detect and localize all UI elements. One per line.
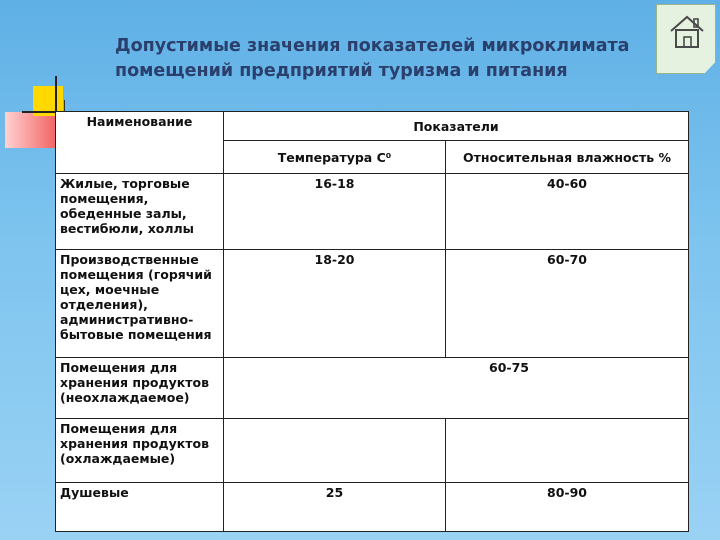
header-name: Наименование [56,112,224,174]
row-temperature: 18-20 [224,250,446,358]
slide-title-line-1: Допустимые значения показателей микроклимата [115,36,630,56]
row-humidity: 40-60 [446,174,689,250]
row-temperature: 16-18 [224,174,446,250]
slide-title-line-2: помещений предприятий туризма и питания [115,61,568,81]
home-button[interactable] [656,4,716,74]
row-name: Помещения для хранения продуктов (охлаждаемые) [56,419,224,483]
slide-title [115,34,655,84]
table-row [56,250,689,358]
row-humidity: 60-70 [446,250,689,358]
row-humidity [446,419,689,483]
table-header-row [56,112,689,141]
header-indicators: Показатели [224,112,689,141]
row-name: Жилые, торговые помещения, обеденные залы, вестибюли, холлы [56,174,224,250]
row-humidity: 80-90 [446,483,689,532]
microclimate-table [55,111,689,532]
table-row [56,483,689,532]
row-humidity: 60-75 [224,358,689,419]
row-temperature: 25 [224,483,446,532]
table-row [56,358,689,419]
row-temperature [224,419,446,483]
row-name: Помещения для хранения продуктов (неохлаждаемое) [56,358,224,419]
table-row [56,419,689,483]
row-name: Производственные помещения (горячий цех, моечные отделения), административно-бытовые помещения [56,250,224,358]
home-icon [667,11,707,51]
table-row [56,174,689,250]
header-temperature: Температура С⁰ [224,141,446,174]
header-humidity: Относительная влажность % [446,141,689,174]
row-name: Душевые [56,483,224,532]
